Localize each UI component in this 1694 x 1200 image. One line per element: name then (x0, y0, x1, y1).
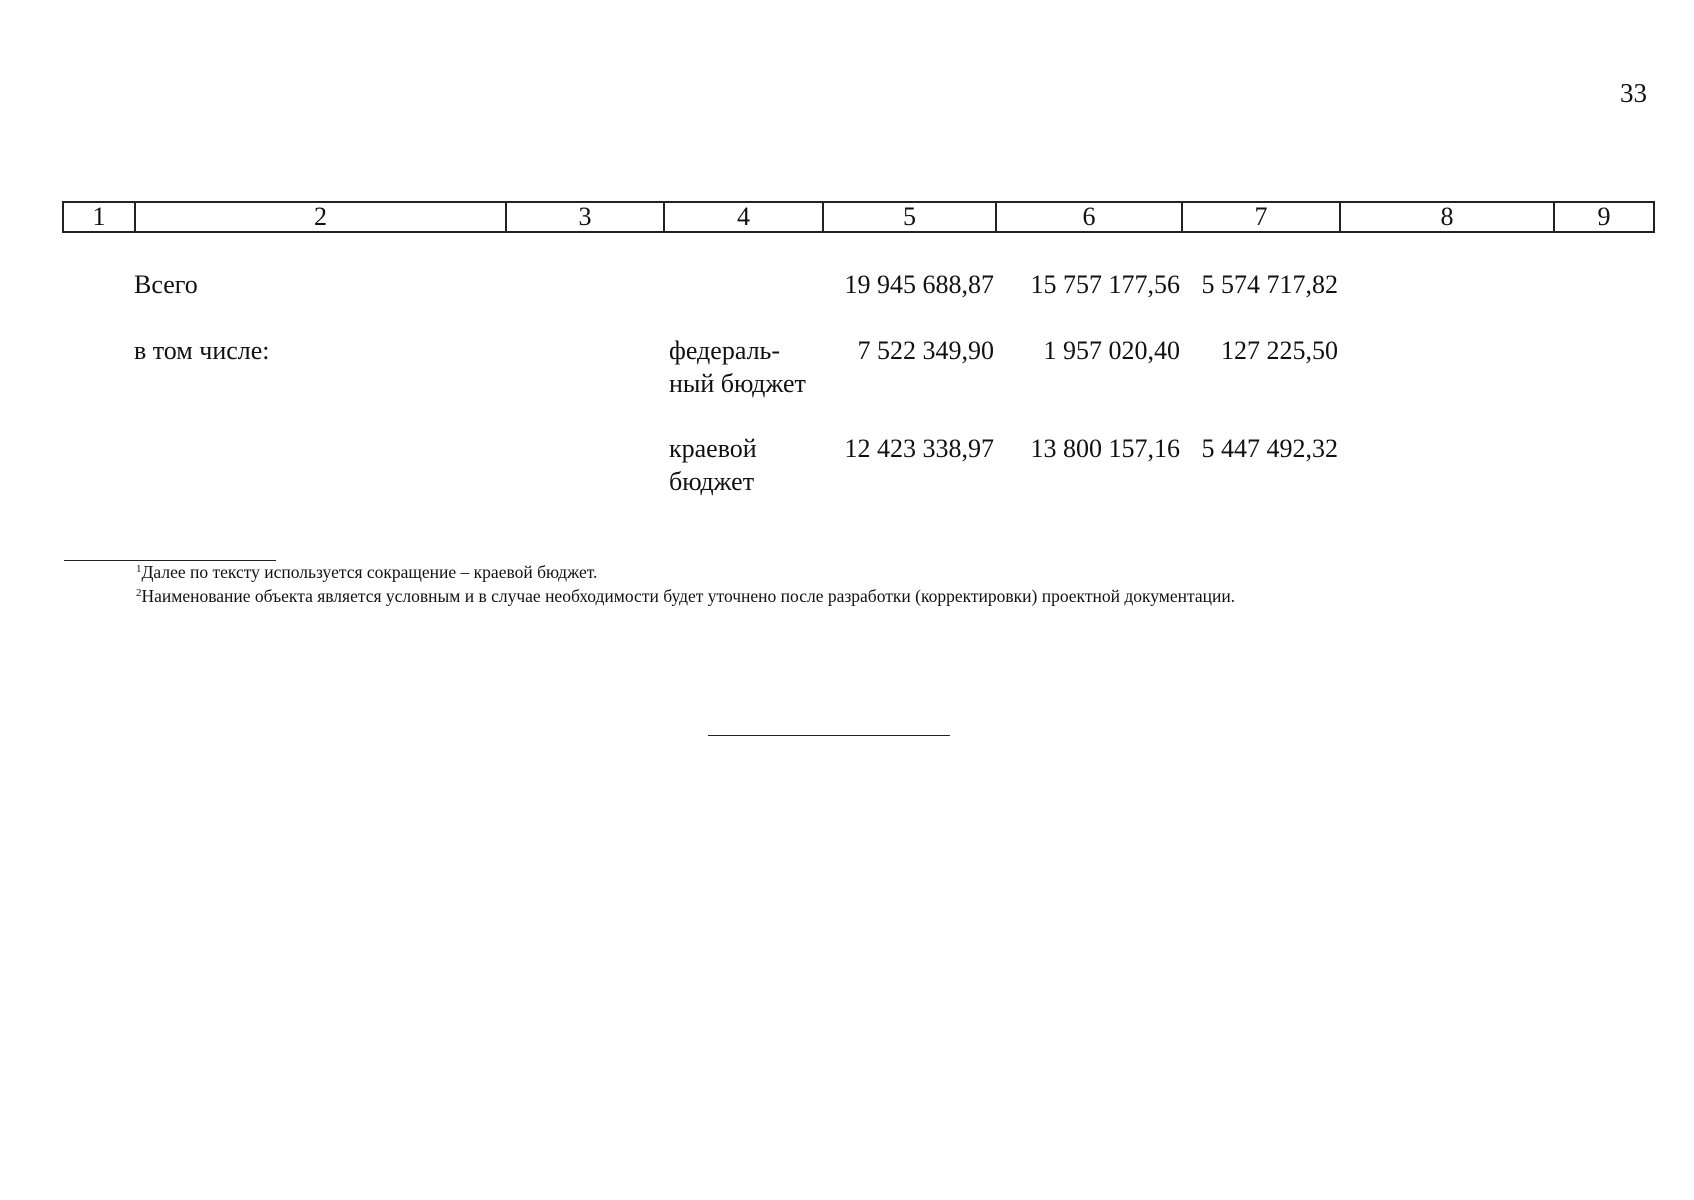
footnote-text: Наименование объекта является условным и в случае необходимости будет уточнено после разработки (корректировки) проектной документации. (141, 586, 1236, 606)
column-number: 7 (1182, 202, 1340, 232)
footnote-text: Далее по тексту используется сокращение – краевой бюджет. (141, 562, 598, 582)
end-of-document-rule (708, 735, 950, 736)
column-number: 9 (1554, 202, 1654, 232)
footnote-2 (136, 586, 1235, 607)
footnote-separator (64, 560, 276, 561)
total-value-col7: 5 574 717,82 (1201, 270, 1338, 299)
column-number: 3 (506, 202, 664, 232)
column-number: 5 (823, 202, 996, 232)
footnote-mark: 1 (136, 563, 142, 575)
federal-value-col6: 1 957 020,40 (1043, 336, 1180, 365)
funding-source-regional-line2: бюджет (669, 467, 755, 496)
total-value-col5: 19 945 688,87 (844, 270, 994, 299)
column-number: 4 (664, 202, 823, 232)
regional-value-col5: 12 423 338,97 (844, 434, 994, 463)
funding-source-regional-line1: краевой (669, 434, 757, 463)
federal-value-col5: 7 522 349,90 (857, 336, 994, 365)
column-number: 2 (135, 202, 506, 232)
regional-value-col6: 13 800 157,16 (1030, 434, 1180, 463)
row-label-total: Всего (134, 270, 198, 299)
page-number: 33 (1620, 78, 1647, 108)
row-label-including: в том числе: (134, 336, 270, 365)
total-value-col6: 15 757 177,56 (1030, 270, 1180, 299)
column-number-header (62, 201, 1655, 233)
column-number: 8 (1340, 202, 1554, 232)
federal-value-col7: 127 225,50 (1221, 336, 1338, 365)
funding-source-federal-line2: ный бюджет (669, 369, 806, 398)
column-number: 1 (63, 202, 135, 232)
footnote-mark: 2 (136, 587, 142, 599)
regional-value-col7: 5 447 492,32 (1201, 434, 1338, 463)
column-number: 6 (996, 202, 1182, 232)
funding-source-federal-line1: федераль- (669, 336, 781, 365)
footnote-1 (136, 562, 597, 583)
